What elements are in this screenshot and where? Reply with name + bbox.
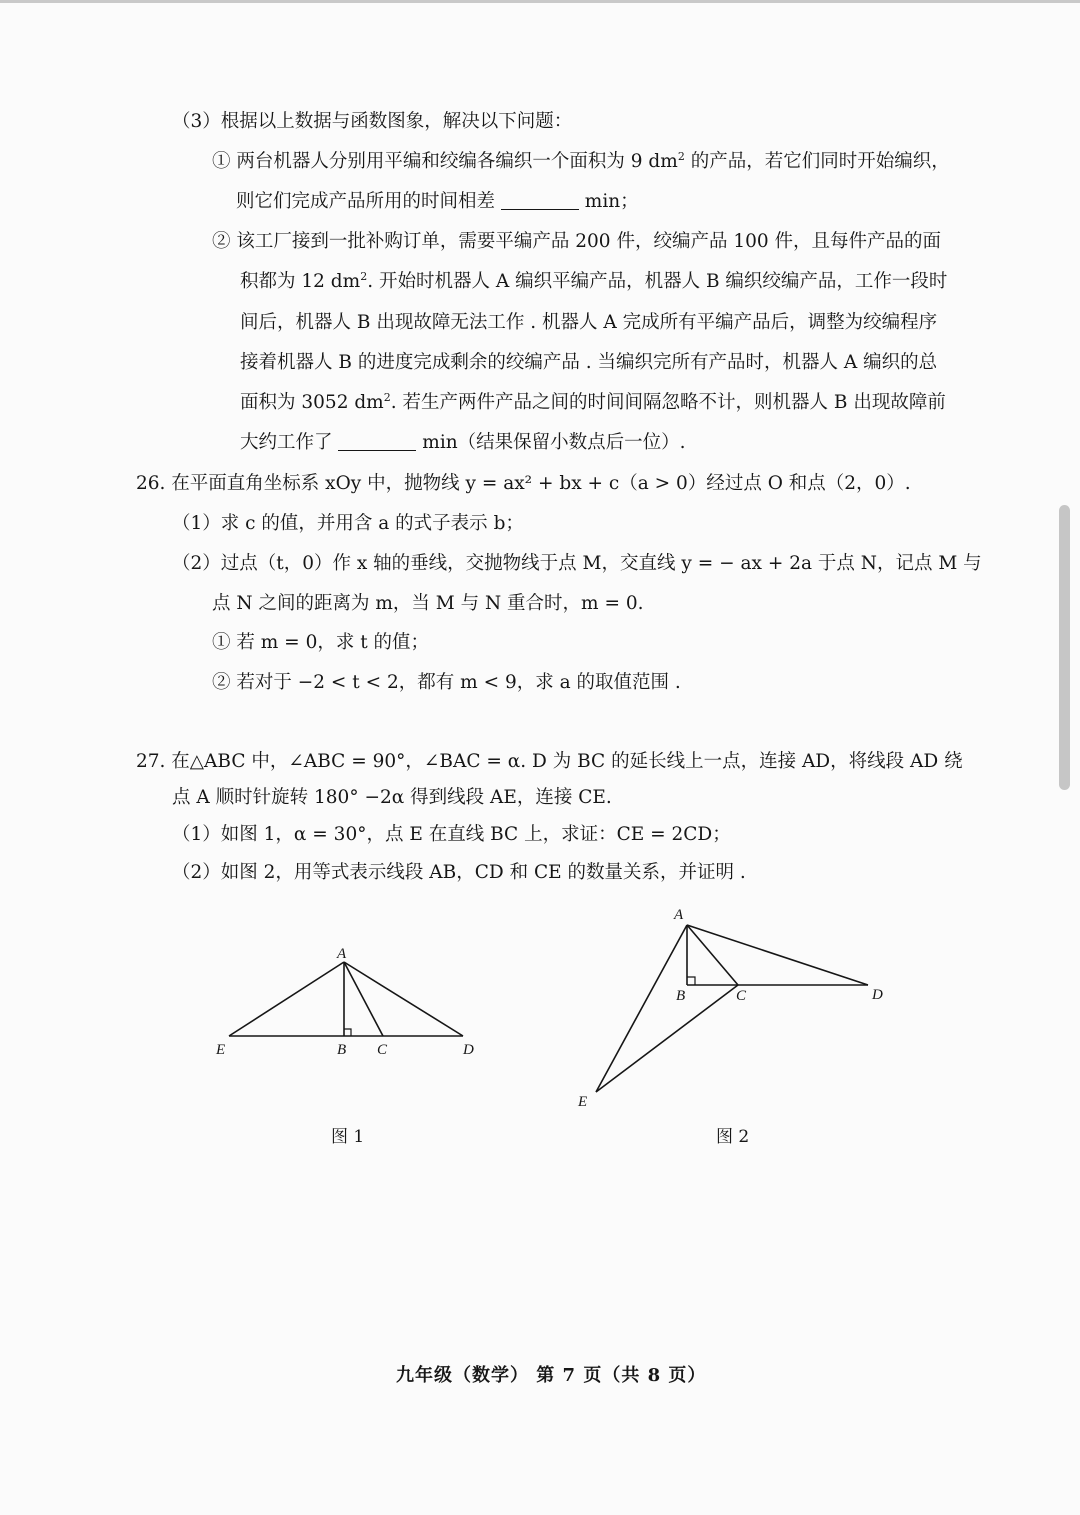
label-B: B [337, 1042, 347, 1058]
label-E: E [578, 1094, 588, 1110]
label-A: A [337, 946, 347, 962]
q26-part2-line2: 点 N 之间的距离为 m，当 M 与 N 重合时，m = 0. [212, 593, 644, 614]
answer-blank[interactable] [501, 191, 579, 211]
label-C: C [736, 988, 747, 1004]
figure-1-caption: 图 1 [331, 1127, 365, 1147]
q25-part3-intro: （3）根据以上数据与函数图象，解决以下问题： [172, 111, 573, 132]
q27-part1: （1）如图 1，α = 30°，点 E 在直线 BC 上，求证：CE = 2CD； [172, 824, 731, 845]
q25-sub2-line5: 面积为 3052 $dm^2$. 若生产两件产品之间的时间间隔忽略不计，则机器人 B 出现故障前 [240, 391, 946, 414]
line-AC [344, 962, 383, 1036]
line-AE [596, 925, 687, 1092]
q25-sub2-line6: 大约工作了 min（结果保留小数点后一位）. [240, 432, 686, 453]
q25-sub2-line2: 积都为 12 $dm^2$. 开始时机器人 A 编织平编产品，机器人 B 编织绞编产品，工作一段时 [240, 270, 948, 293]
q26-sub1: ① 若 m = 0，求 t 的值； [212, 632, 430, 653]
label-E: E [216, 1042, 226, 1058]
label-D: D [463, 1042, 474, 1058]
q26-sub2: ② 若对于 −2 < t < 2，都有 m < 9，求 a 的取值范围 . [212, 672, 681, 693]
label-C: C [377, 1042, 388, 1058]
q25-sub1-line1: ① 两台机器人分别用平编和绞编各编织一个面积为 9 $dm^2$ 的产品，若它们同时开始编织， [212, 150, 950, 173]
q26-stem: 26. 在平面直角坐标系 xOy 中，抛物线 y = ax² + bx + c（a > 0）经过点 O 和点（2，0）. [136, 473, 911, 494]
label-A: A [674, 907, 684, 923]
label-D: D [872, 987, 883, 1003]
q25-sub2-line4: 接着机器人 B 的进度完成剩余的绞编产品 . 当编织完所有产品时，机器人 A 编织的总 [240, 352, 938, 373]
line-AD [687, 925, 868, 985]
q25-sub1-line2: 则它们完成产品所用的时间相差 min； [236, 191, 639, 212]
q27-stem-line1: 27. 在△ABC 中，∠ABC = 90°，∠BAC = α. D 为 BC 的延长线上一点，连接 AD，将线段 AD 绕 [136, 751, 963, 772]
label-B: B [676, 988, 686, 1004]
q27-part2: （2）如图 2，用等式表示线段 AB，CD 和 CE 的数量关系，并证明 . [172, 862, 746, 883]
right-angle-mark [344, 1029, 351, 1036]
q26-part1: （1）求 c 的值，并用含 a 的式子表示 b； [172, 513, 524, 534]
line-AD [344, 962, 463, 1036]
answer-blank[interactable] [338, 432, 416, 452]
scrollbar-thumb[interactable] [1059, 505, 1070, 790]
page-footer: 九年级（数学） 第 7 页（共 8 页） [396, 1365, 707, 1386]
q25-sub2-line1: ② 该工厂接到一批补购订单，需要平编产品 200 件，绞编产品 100 件，且每件产品的面 [212, 231, 942, 252]
figure-2 [570, 900, 900, 1120]
right-angle-mark [687, 977, 695, 985]
q25-sub2-line3: 间后，机器人 B 出现故障无法工作 . 机器人 A 完成所有平编产品后，调整为绞编程序 [240, 312, 938, 333]
line-AE [229, 962, 344, 1036]
figure-2-caption: 图 2 [716, 1127, 750, 1147]
q26-part2-line1: （2）过点（t，0）作 x 轴的垂线，交抛物线于点 M，交直线 y = − ax + 2a 于点 N，记点 M 与 [172, 553, 982, 574]
q27-stem-line2: 点 A 顺时针旋转 180° −2α 得到线段 AE，连接 CE. [172, 787, 612, 808]
line-EC [596, 985, 738, 1092]
figure-1 [200, 940, 500, 1070]
top-border [0, 0, 1080, 3]
